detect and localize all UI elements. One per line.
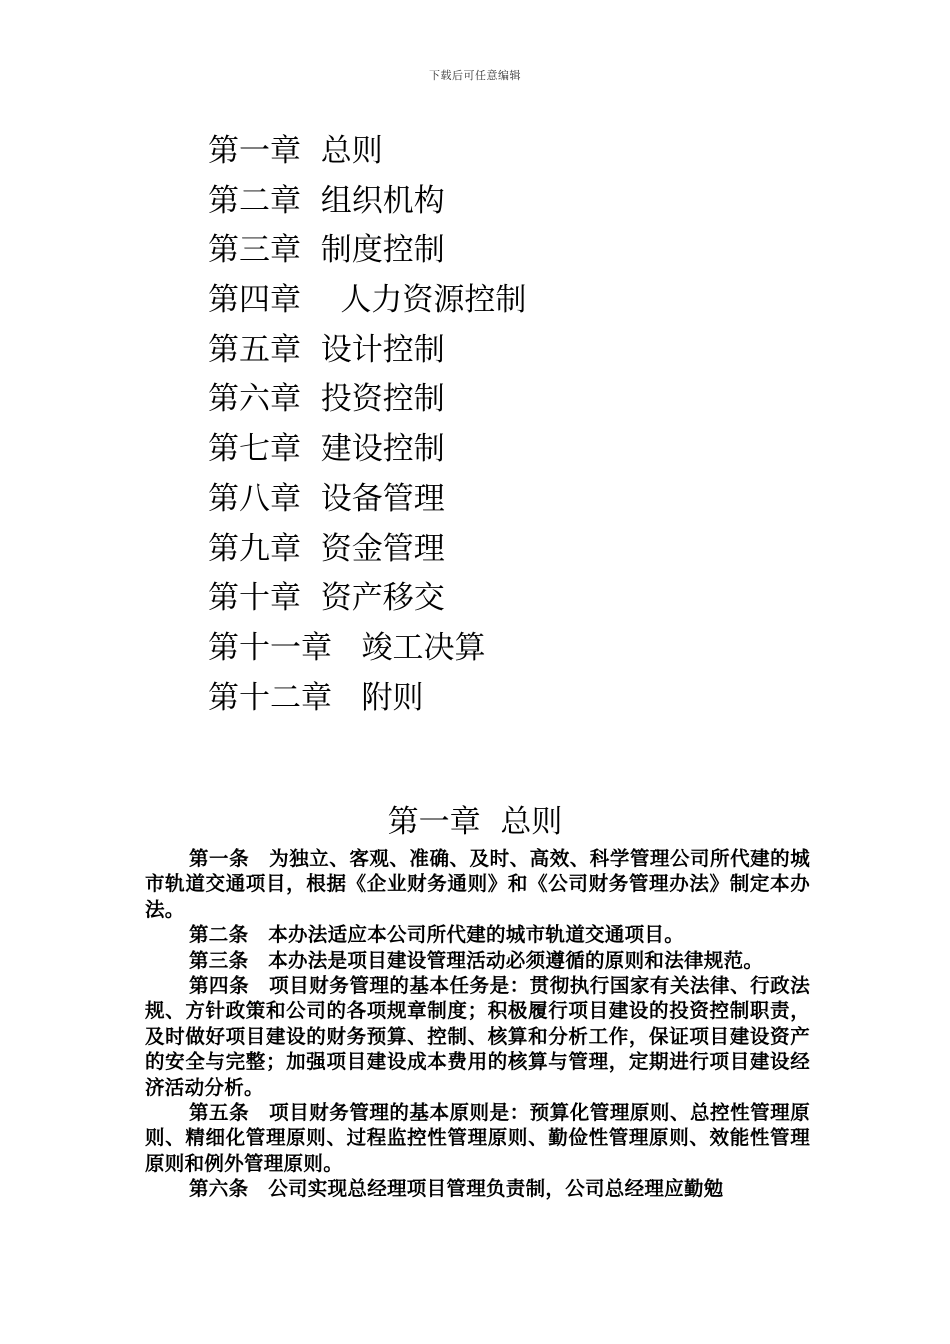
toc-item-5: 第五章 设计控制 xyxy=(208,331,445,368)
chapter-heading: 第一章 总则 xyxy=(387,804,563,840)
toc-item-3: 第三章 制度控制 xyxy=(208,232,445,269)
article-4: 第四条 项目财务管理的基本任务是：贯彻执行国家有关法律、行政法规、方针政策和公司的各项规章制度；积极履行项目建设的投资控制职责，及时做好项目建设的财务预算、控制、核算和分析工作，保证项目建设资产的安全与完整；加强项目建设成本费用的核算与管理，定期进行项目建设经济活动分析。 xyxy=(145,974,810,1099)
article-3: 第三条 本办法是项目建设管理活动必须遵循的原则和法律规范。 xyxy=(189,948,764,972)
toc-item-6: 第六章 投资控制 xyxy=(208,381,445,418)
toc-item-7: 第七章 建设控制 xyxy=(208,431,445,468)
article-6: 第六条 公司实现总经理项目管理负责制，公司总经理应勤勉 xyxy=(189,1177,724,1201)
article-1: 第一条 为独立、客观、准确、及时、高效、科学管理公司所代建的城市轨道交通项目，根据《企业财务通则》和《公司财务管理办法》制定本办法。 xyxy=(145,847,810,921)
toc-item-9: 第九章 资金管理 xyxy=(208,530,445,567)
page-header-note: 下载后可任意编辑 xyxy=(429,69,521,82)
toc-item-12: 第十二章 附则 xyxy=(208,679,424,716)
toc-item-11: 第十一章 竣工决算 xyxy=(208,629,486,666)
toc-item-1: 第一章 总则 xyxy=(208,133,383,169)
chapter-articles xyxy=(145,846,810,1202)
toc-item-2: 第二章 组织机构 xyxy=(208,182,445,219)
article-2: 第二条 本办法适应本公司所代建的城市轨道交通项目。 xyxy=(189,923,685,947)
toc-item-8: 第八章 设备管理 xyxy=(208,480,445,517)
article-5: 第五条 项目财务管理的基本原则是：预算化管理原则、总控性管理原则、精细化管理原则、过程监控性管理原则、勤俭性管理原则、效能性管理原则和例外管理原则。 xyxy=(145,1101,810,1175)
toc-item-4: 第四章 人力资源控制 xyxy=(208,282,527,319)
table-of-contents xyxy=(208,127,526,723)
toc-item-10: 第十章 资产移交 xyxy=(208,580,445,617)
